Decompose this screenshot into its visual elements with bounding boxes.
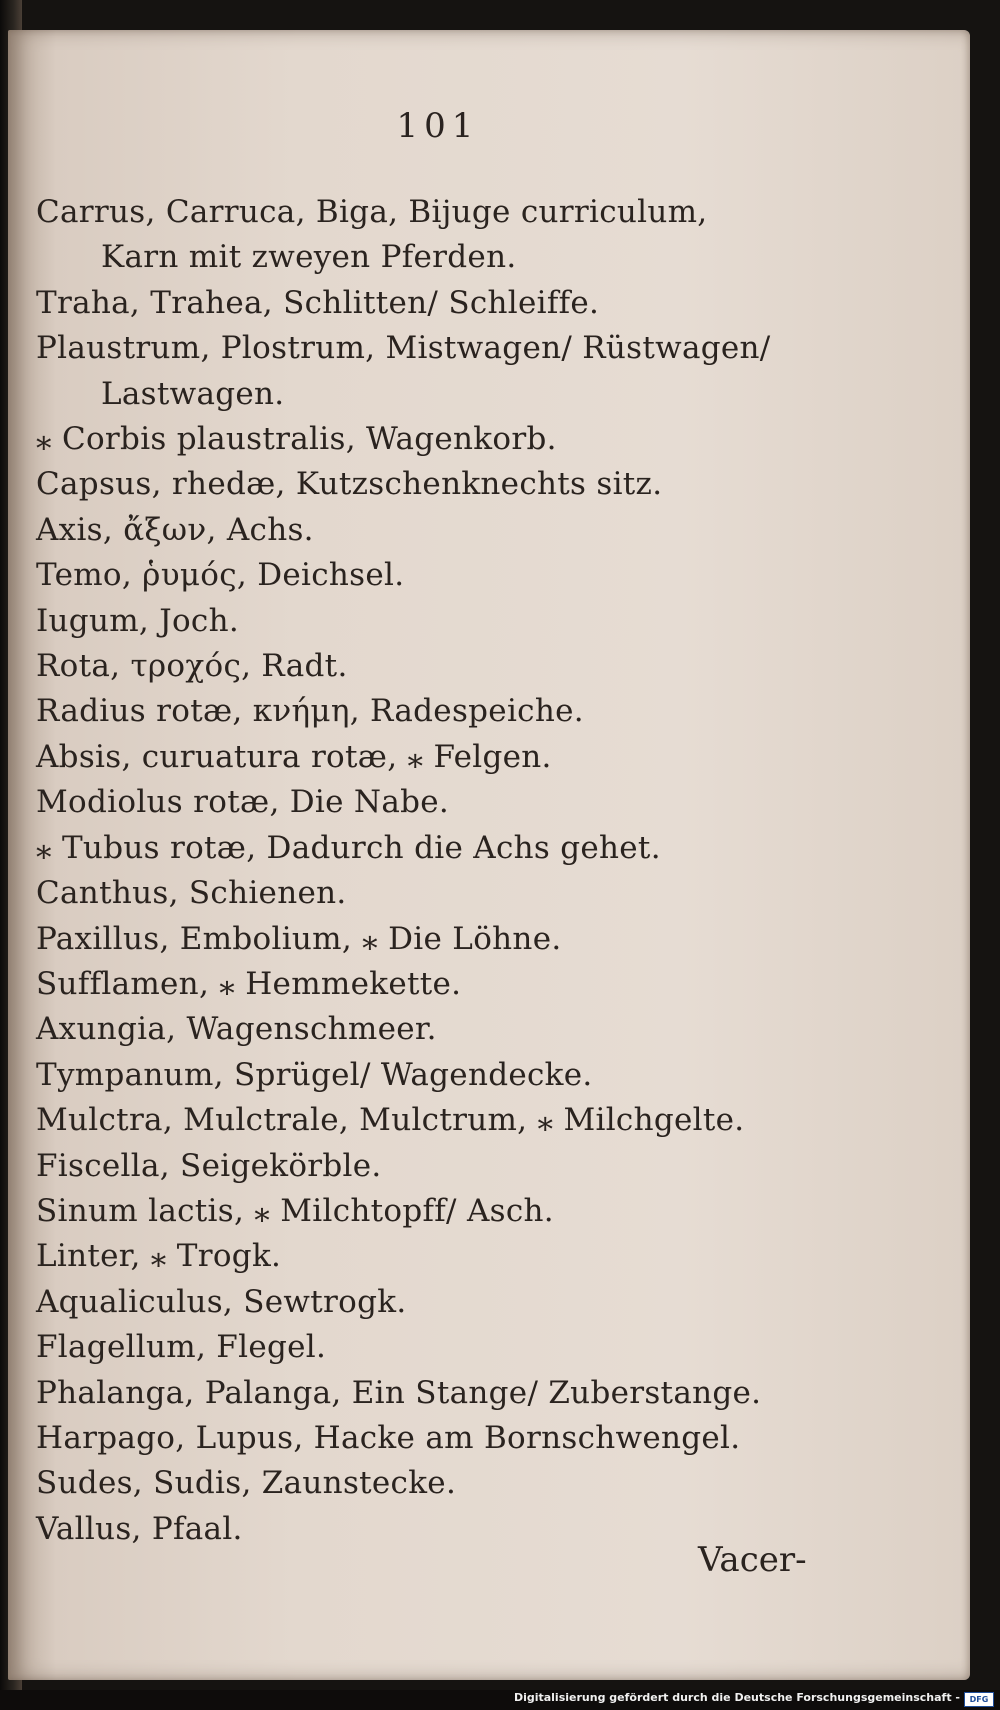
- glossary-entry: Sudes, Sudis, Zaunstecke.: [36, 1465, 457, 1502]
- glossary-entry: Iugum, Joch.: [36, 602, 239, 639]
- glossary-entry: Phalanga, Palanga, Ein Stange/ Zuberstange.: [36, 1374, 762, 1411]
- glossary-entry: Traha, Trahea, Schlitten/ Schleiffe.: [36, 284, 600, 321]
- catchword: Vacer-: [698, 1540, 807, 1580]
- glossary-entry: Radius rotæ, κνήμη, Radespeiche.: [36, 693, 584, 730]
- glossary-entries: [36, 190, 836, 1552]
- glossary-entry: Paxillus, Embolium, ⁎ Die Löhne.: [36, 920, 562, 957]
- book-page: [8, 30, 970, 1680]
- glossary-entry: Vallus, Pfaal.: [36, 1510, 243, 1547]
- glossary-entry: Fiscella, Seigekörble.: [36, 1147, 382, 1184]
- glossary-entry: Carrus, Carruca, Biga, Bijuge curriculum,: [36, 194, 708, 230]
- glossary-entry: ⁎ Tubus rotæ, Dadurch die Achs gehet.: [36, 829, 661, 866]
- glossary-entry: ⁎ Corbis plaustralis, Wagenkorb.: [36, 421, 557, 458]
- glossary-entry: Plaustrum, Plostrum, Mistwagen/ Rüstwagen/: [36, 330, 771, 367]
- glossary-entry: Sufflamen, ⁎ Hemmekette.: [36, 965, 462, 1002]
- glossary-entry: Temo, ῥυμός, Deichsel.: [36, 557, 405, 594]
- glossary-entry: Absis, curuatura rotæ, ⁎ Felgen.: [36, 738, 552, 775]
- glossary-entry: Aqualiculus, Sewtrogk.: [36, 1283, 407, 1320]
- glossary-entry: Axungia, Wagenschmeer.: [36, 1011, 437, 1048]
- glossary-entry: Lastwagen.: [101, 375, 285, 412]
- glossary-entry: Modiolus rotæ, Die Nabe.: [36, 784, 450, 821]
- glossary-entry: Sinum lactis, ⁎ Milchtopff/ Asch.: [36, 1192, 554, 1229]
- glossary-entry: Canthus, Schienen.: [36, 875, 347, 912]
- glossary-entry: Harpago, Lupus, Hacke am Bornschwengel.: [36, 1419, 741, 1456]
- glossary-entry: Flagellum, Flegel.: [36, 1329, 327, 1366]
- page-number: 101: [396, 106, 480, 146]
- dfg-logo-icon: DFG: [964, 1692, 994, 1707]
- glossary-entry: Linter, ⁎ Trogk.: [36, 1238, 282, 1275]
- glossary-entry: Axis, ἄξων, Achs.: [36, 511, 314, 548]
- glossary-entry: Capsus, rhedæ, Kutzschenknechts sitz.: [36, 466, 663, 503]
- glossary-entry: Tympanum, Sprügel/ Wagendecke.: [36, 1056, 593, 1093]
- glossary-entry: Karn mit zweyen Pferden.: [101, 239, 517, 276]
- funding-credit: Digitalisierung gefördert durch die Deutsche Forschungsgemeinschaft -: [513, 1691, 960, 1704]
- glossary-entry: Rota, τροχός, Radt.: [36, 648, 348, 685]
- glossary-entry: Mulctra, Mulctrale, Mulctrum, ⁎ Milchgelte.: [36, 1102, 745, 1139]
